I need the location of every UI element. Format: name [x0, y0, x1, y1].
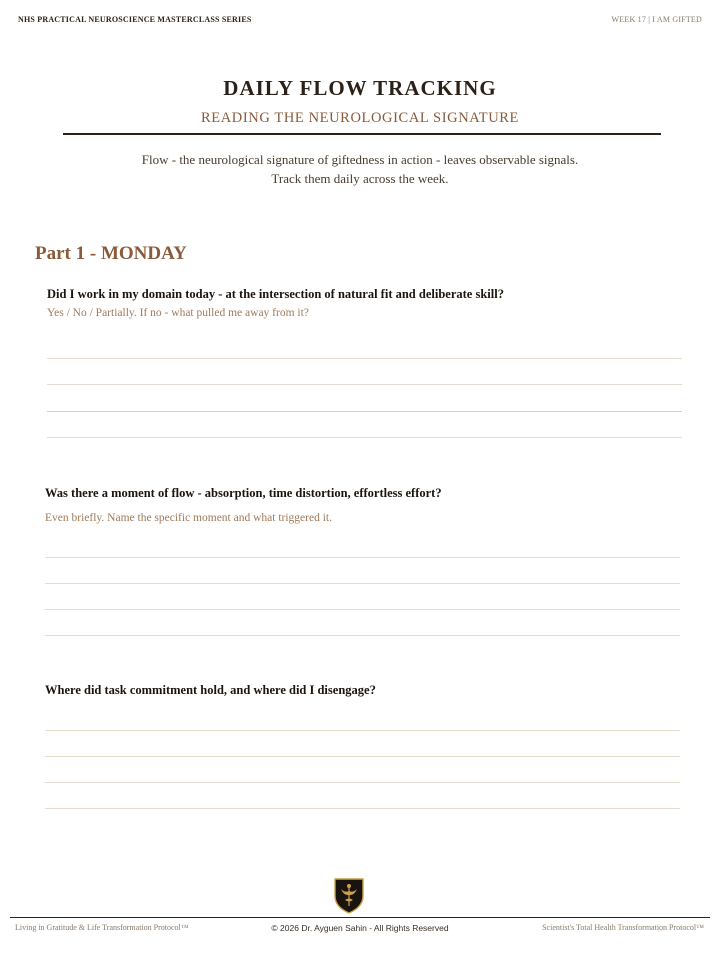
page-subtitle: READING THE NEUROLOGICAL SIGNATURE — [200, 110, 520, 126]
question-2: Was there a moment of flow - absorption, time distortion, effortless effort? — [45, 486, 442, 500]
part-heading: Part 1 - MONDAY — [35, 243, 187, 264]
answer-line[interactable] — [47, 437, 682, 438]
intro-line-1: Flow - the neurological signature of giftedness in action - leaves observable signals. — [141, 152, 579, 167]
question-1: Did I work in my domain today - at the intersection of natural fit and deliberate skill? — [47, 287, 504, 301]
intro-line-2: Track them daily across the week. — [271, 171, 449, 186]
footer-copyright: © 2026 Dr. Ayguen Sahin - All Rights Reserved — [271, 923, 449, 933]
answer-line[interactable] — [45, 782, 680, 783]
shield-crest-icon — [333, 876, 365, 914]
question-1-hint: Yes / No / Partially. If no - what pulled me away from it? — [47, 307, 309, 319]
answer-line[interactable] — [47, 384, 682, 385]
question-3: Where did task commitment hold, and where did I disengage? — [45, 683, 376, 697]
footer-divider — [10, 917, 710, 918]
title-divider — [63, 133, 661, 135]
header-week: WEEK 17 | I AM GIFTED — [611, 15, 702, 24]
intro-text — [0, 150, 720, 188]
answer-line[interactable] — [45, 756, 680, 757]
footer-left: Living in Gratitude & Life Transformation Protocol™ — [15, 923, 189, 932]
answer-line[interactable] — [45, 609, 680, 610]
answer-line[interactable] — [45, 808, 680, 809]
header-series: NHS PRACTICAL NEUROSCIENCE MASTERCLASS SERIES — [18, 15, 252, 24]
page-title: DAILY FLOW TRACKING — [223, 76, 497, 100]
answer-line[interactable] — [47, 411, 682, 412]
answer-line[interactable] — [45, 730, 680, 731]
answer-line[interactable] — [47, 358, 682, 359]
question-2-hint: Even briefly. Name the specific moment and what triggered it. — [45, 512, 332, 524]
answer-line[interactable] — [45, 583, 680, 584]
answer-line[interactable] — [45, 557, 680, 558]
footer-right: Scientist's Total Health Transformation Protocol™ — [542, 923, 704, 932]
answer-line[interactable] — [45, 635, 680, 636]
